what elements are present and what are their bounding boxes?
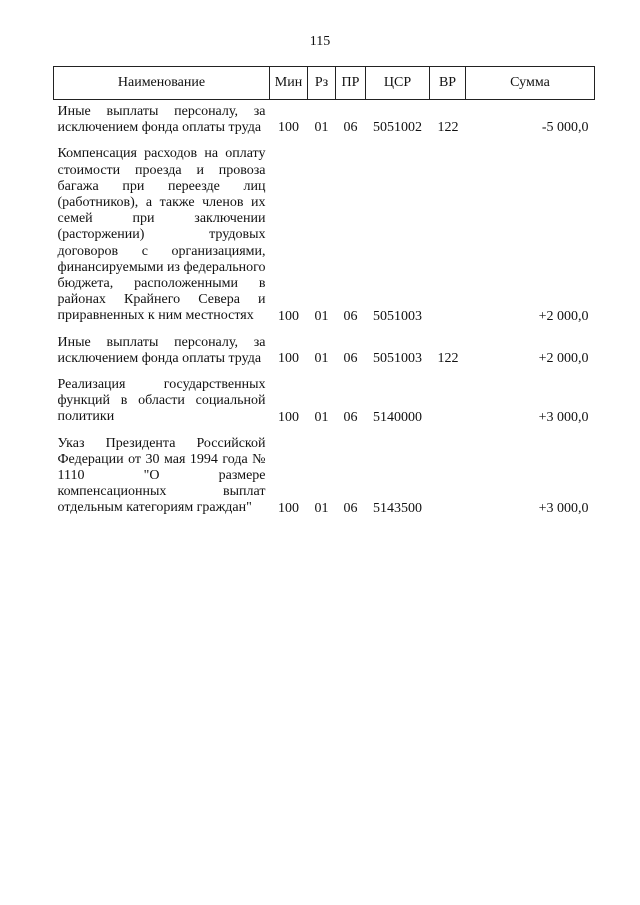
row-vr: [430, 432, 466, 523]
row-rz: 01: [314, 500, 329, 516]
table-body: [54, 100, 595, 523]
row-name: Компенсация расходов на оплату стоимости проезда и провоза багажа при переезде лиц (работников), а также членов их семей при заключении (расторжении) трудовых договоров с организациями, финансируемыми из федерального бюджета, расположенными в районах Крайнего Севера и приравненных к ним местностях: [57, 146, 266, 324]
row-min: 100: [278, 308, 299, 324]
row-vr: [430, 142, 466, 330]
row-name: Указ Президента Российской Федерации от 30 мая 1994 года № 1110 "О размере компенсационных выплат отдельным категориям граждан": [57, 435, 266, 516]
row-pr: 06: [343, 351, 358, 367]
row-pr: 06: [343, 409, 358, 425]
row-min: 100: [278, 500, 299, 516]
row-pr: 06: [343, 120, 358, 136]
row-min: 100: [278, 409, 299, 425]
row-csr: 5051002: [373, 120, 422, 136]
table-row: [54, 373, 595, 432]
row-min: 100: [278, 351, 299, 367]
row-rz: 01: [314, 120, 329, 136]
row-sum: +3 000,0: [538, 500, 589, 516]
row-vr: 122: [437, 351, 459, 367]
row-vr: [430, 373, 466, 432]
row-csr: 5051003: [373, 308, 422, 324]
page-number: 115: [309, 34, 331, 49]
header-row: [54, 67, 595, 100]
row-name: Реализация государственных функций в области социальной политики: [57, 377, 266, 425]
row-min: 100: [278, 120, 299, 136]
header-sum: Сумма: [466, 67, 595, 100]
row-csr: 5140000: [373, 409, 422, 425]
table-header: [54, 67, 595, 100]
row-name: Иные выплаты персоналу, за исключением фонда оплаты труда: [57, 334, 266, 366]
row-csr: 5143500: [373, 500, 422, 516]
header-vr: ВР: [430, 67, 466, 100]
table-row: [54, 432, 595, 523]
table-row: [54, 100, 595, 143]
header-csr: ЦСР: [366, 67, 430, 100]
header-rz: Рз: [308, 67, 336, 100]
row-rz: 01: [314, 409, 329, 425]
row-vr: 122: [437, 120, 459, 136]
row-sum: +2 000,0: [538, 308, 589, 324]
row-pr: 06: [343, 308, 358, 324]
row-sum: +3 000,0: [538, 409, 589, 425]
table-row: [54, 142, 595, 330]
row-sum: +2 000,0: [538, 351, 589, 367]
row-sum: -5 000,0: [541, 120, 589, 136]
row-csr: 5051003: [373, 351, 422, 367]
row-name: Иные выплаты персоналу, за исключением фонда оплаты труда: [57, 104, 266, 136]
row-rz: 01: [314, 308, 329, 324]
row-pr: 06: [343, 500, 358, 516]
header-pr: ПР: [336, 67, 366, 100]
header-min: Мин: [270, 67, 308, 100]
table-row: [54, 331, 595, 373]
budget-table: [53, 66, 595, 523]
row-rz: 01: [314, 351, 329, 367]
header-name: Наименование: [54, 67, 270, 100]
